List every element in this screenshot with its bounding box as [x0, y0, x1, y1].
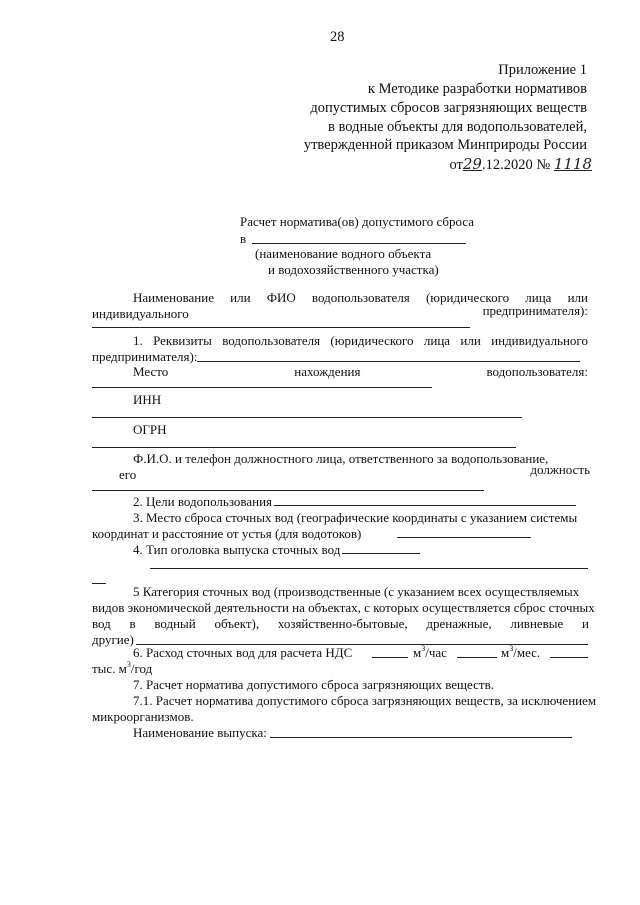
inn-label: ИНН — [133, 392, 162, 407]
item-1-requisites: 1. Реквизиты водопользователя (юридического лица или индивидуального — [133, 333, 588, 348]
water-body-hint-2: и водохозяйственного участка) — [268, 262, 439, 277]
headwork-blank-1 — [342, 553, 420, 554]
unit-m3-month: $м^3$/мес. — [501, 644, 541, 660]
item-7-1-line-1: 7.1. Расчет норматива допустимого сброса загрязняющих веществ, за исключением — [133, 693, 597, 708]
official-blank — [92, 490, 484, 491]
item-5-line-3: вод в водный объект), хозяйственно-бытовые, дренажные, ливневые и — [92, 616, 589, 631]
water-body-hint-1: (наименование водного объекта — [255, 246, 432, 261]
headwork-blank-2 — [150, 568, 588, 569]
user-name-cont-left: индивидуального — [92, 306, 189, 321]
location-line: Место нахождения водопользователя: — [133, 364, 588, 379]
unit-m3-hour: $м^3$/час — [413, 644, 447, 660]
item-7-1-line-2: микроорганизмов. — [92, 709, 194, 724]
user-name-blank — [92, 327, 470, 328]
title-prefix-v: в — [240, 231, 247, 246]
appendix-line-2: к Методике разработки нормативов — [367, 81, 587, 97]
item-5-line-1: 5 Категория сточных вод (производственные (с указанием всех осуществляемых — [133, 584, 580, 599]
item-2-purpose: 2. Цели водопользования — [133, 494, 273, 509]
date-rest: .12.2020 № — [481, 157, 551, 173]
date-prefix: от — [449, 157, 463, 173]
flow-hour-blank — [372, 657, 408, 658]
appendix-date-line — [449, 155, 592, 174]
page-number: 28 — [330, 29, 345, 45]
requisites-blank — [197, 361, 580, 362]
official-fio-line: Ф.И.О. и телефон должностного лица, ответственного за водопользование, — [133, 451, 549, 466]
appendix-line-3: допустимых сбросов загрязняющих веществ — [310, 100, 587, 116]
item-7-calc: 7. Расчет норматива допустимого сброса загрязняющих веществ. — [133, 677, 494, 692]
flow-month-blank — [457, 657, 497, 658]
discharge-place-blank — [397, 537, 531, 538]
item-3-line-2: координат и расстояние от устья (для водотоков) — [92, 526, 362, 541]
inn-blank — [92, 417, 522, 418]
headwork-blank-3 — [92, 583, 106, 584]
item-5-line-4: другие) — [92, 632, 134, 647]
user-name-cont-right: предпринимателя): — [482, 303, 588, 318]
item-4-headwork: 4. Тип оголовка выпуска сточных вод — [133, 542, 341, 557]
outlet-name-blank — [270, 737, 572, 738]
appendix-title: Приложение 1 — [498, 62, 587, 78]
item-5-line-2: видов экономической деятельности на объектах, с которых осуществляется сброс сточных — [92, 600, 595, 615]
unit-thousand-m3-year: тыс. $м^3$/год — [92, 660, 153, 676]
appendix-line-5: утвержденной приказом Минприроды России — [303, 137, 587, 153]
official-fio-cont-right: должность — [530, 462, 590, 477]
purpose-blank — [274, 505, 576, 506]
flow-year-blank — [550, 657, 588, 658]
item-6-flow: 6. Расход сточных вод для расчета НДС — [133, 645, 353, 660]
user-name-line: Наименование или ФИО водопользователя (юридического лица или — [133, 290, 588, 305]
order-number-handwritten: 1118 — [553, 155, 592, 173]
location-blank — [92, 387, 432, 388]
item-3-line-1: 3. Место сброса сточных вод (географические координаты с указанием системы — [133, 510, 578, 525]
appendix-line-4: в водные объекты для водопользователей, — [328, 119, 587, 135]
item-1-cont: предпринимателя): — [92, 349, 198, 364]
form-title: Расчет норматива(ов) допустимого сброса — [240, 214, 475, 229]
ogrn-blank — [92, 447, 516, 448]
official-fio-cont-left: его — [119, 467, 137, 482]
water-body-blank — [252, 243, 466, 244]
ogrn-label: ОГРН — [133, 422, 167, 437]
outlet-name-label: Наименование выпуска: — [133, 725, 267, 740]
date-day-handwritten: 29 — [462, 155, 482, 173]
